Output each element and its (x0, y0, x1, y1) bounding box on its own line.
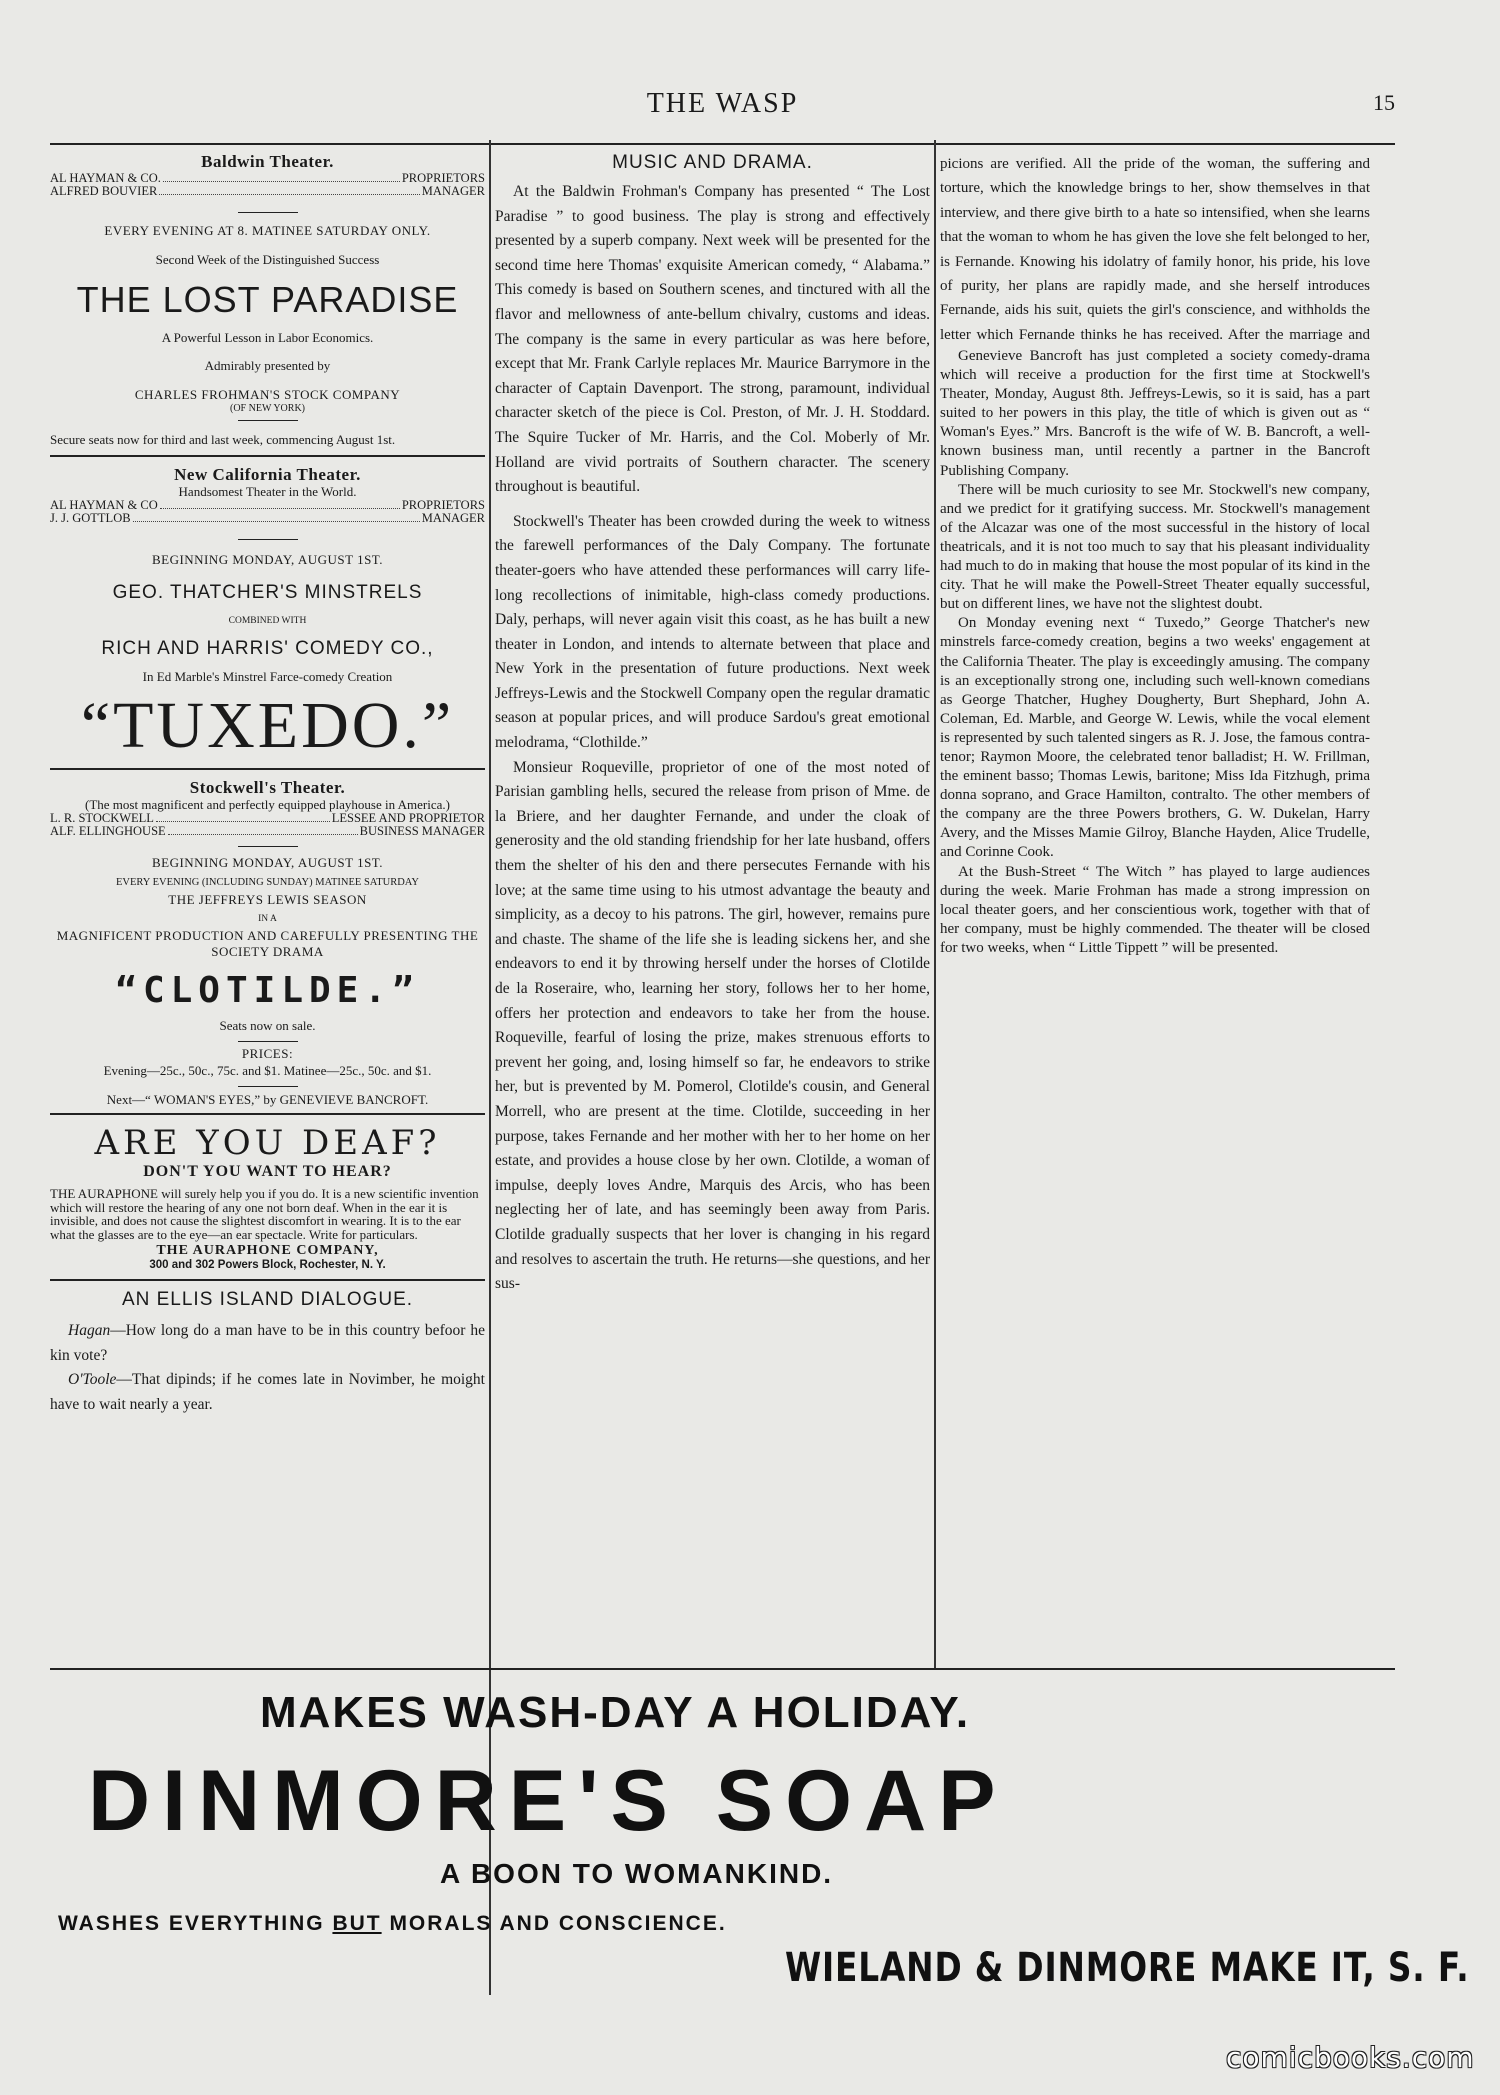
auraphone-ad (50, 1123, 485, 1271)
comedy-company: RICH AND HARRIS' COMEDY CO., (101, 638, 434, 659)
stockwell-theater-ad (50, 778, 485, 1107)
baldwin-theater-ad (50, 152, 485, 447)
divider (238, 846, 298, 847)
proprietor-role: PROPRIETORS (401, 498, 485, 512)
soap-ad-boon: A BOON TO WOMANKIND. (440, 1858, 834, 1889)
proprietor-role: PROPRIETORS (401, 171, 485, 185)
ellis-title: AN ELLIS ISLAND DIALOGUE. (121, 1289, 414, 1310)
paragraph: On Monday evening next “ Tuxedo,” George Thatcher's new minstrels farce-comedy creation, begins a two weeks' engagement at the California Theater. The play is exceedingly amusing. The company is an exceptionally strong one, including such well-known comedians as George Thatcher, Hughey Dougherty, Burt Shephard, John A. Coleman, Ed. Marble, and George W. Lewis, while the vocal element is represented by such talented singers as R. J. Jose, the famous contra-tenor; Raymon Moore, the celebrated tenor balladist; H. W. Frillman, the eminent basso; Thomas Lewis, baritone; Miss Ida Fitzhugh, prima donna soprano, and Grace Hamilton, contralto. The other members of the company are the three Powers brothers, G. W. Dukelan, Harry Avery, and the Misses Mamie Gilroy, Blanche Hayden, Alice Trudelle, and Corinne Cook. (940, 615, 1370, 861)
manager-role: MANAGER (421, 184, 485, 198)
dialogue-line-1 (50, 1319, 485, 1368)
season: THE JEFFREYS LEWIS SEASON (168, 892, 367, 907)
deaf-subtitle: DON'T YOU WANT TO HEAR? (143, 1163, 392, 1180)
deaf-body: THE AURAPHONE will surely help you if you do. It is a new scientific invention which will restore the hearing of any one not born deaf. When in the ear it is invisible, and does not cause the slightest discomfort in wearing. It is to the ear what the glasses are to the eye—an ear spectacle. Write for particulars. (50, 1186, 479, 1242)
page-header (50, 88, 1395, 128)
soap-ad-maker: WIELAND & DINMORE MAKE IT, S. F. (785, 1945, 1470, 1991)
manager-role: MANAGER (421, 511, 485, 525)
production-line: MAGNIFICENT PRODUCTION AND CAREFULLY PRESENTING THE SOCIETY DRAMA (56, 928, 479, 959)
creation-line: In Ed Marble's Minstrel Farce-comedy Creation (142, 669, 393, 684)
divider (238, 1041, 298, 1042)
line-otoole: —That dipinds; if he comes late in Novimber, he moight have to wait nearly a year. (50, 1371, 485, 1413)
washes-rest: MORALS AND CONSCIENCE. (381, 1912, 727, 1935)
combined-with: COMBINED WITH (228, 616, 307, 626)
music-drama-column (495, 152, 930, 1667)
soap-ad-brand: DINMORE'S SOAP (88, 1753, 1008, 1849)
tagline: (The most magnificent and perfectly equipped playhouse in America.) (85, 797, 450, 812)
paragraph: Monsieur Roqueville, proprietor of one of the most noted of Parisian gambling hells, secured the release from prison of Mme. de la Briere, and her daughter Fernande, and under the cloak of generosity and the old standing friendship for her late husband, offers them the shelter of his den and there persecutes Fernande with his love; at the same time using to his utmost advantage the beauty and simplicity, as a decoy to his patrons. The girl, however, remains pure and chaste. The shame of the life she is leading sickens her, and she endeavors to end it by throwing herself under the horses of Clotilde de la Roseraire, who, learning her story, follows her to her home, offers her protection and endeavors to take her from the house. Roqueville, fearful of losing the prize, makes strenuous efforts to prevent her going, and, losing himself so far, he endeavors to strike her, but is prevented by M. Pomerol, Clotilde's cousin, and General Morrell, who are present at the time. Clotilde, succeeding in her purpose, takes Fernande and her mother with her to her home on her estate, and provides a house close by her own. Clotilde, a woman of impulse, deeply loves Andre, Marquis des Arcis, who has been neglecting her of late, and has seemingly been away from Paris. Clotilde gradually suspects that her lover is changing in his regard and resolves to ascertain the truth. He returns—she questions, and her sus- (495, 758, 930, 1293)
section-rule (50, 1279, 485, 1281)
company-city: (OF NEW YORK) (230, 403, 305, 414)
section-rule (50, 1113, 485, 1115)
seats-note: Secure seats now for third and last week, commencing August 1st. (50, 432, 396, 447)
proprietor-name: AL HAYMAN & CO. (50, 171, 161, 185)
paragraph: At the Bush-Street “ The Witch ” has played to large audiences during the week. Marie Frohman has made a strong impression on local theater goers, and her conscientious work, together with that of her company, must be highly commended. The theater will be closed for two weeks, when “ Little Tippett ” will be presented. (940, 863, 1370, 956)
seats-note: Seats now on sale. (219, 1018, 316, 1033)
clotilde-title: “CLOTILDE.” (115, 970, 420, 1011)
section-rule (50, 768, 485, 770)
manager-name: J. J. GOTTLOB (50, 511, 131, 525)
play-title: THE LOST PARADISE (76, 279, 459, 320)
dialogue-line-2 (50, 1368, 485, 1417)
beginning: BEGINNING MONDAY, AUGUST 1ST. (151, 855, 384, 870)
manager-line (50, 825, 485, 838)
theater-name: Baldwin Theater. (201, 152, 334, 171)
deaf-title: ARE YOU DEAF? (94, 1123, 441, 1163)
paragraph: Genevieve Bancroft has just completed a society comedy-drama which will receive a production for the first time at Stockwell's Theater, Monday, August 8th. Jeffreys-Lewis, so it is said, has a part suited to her powers in this play, the title of which is given out as “ Woman's Eyes.” Mrs. Bancroft is the wife of W. B. Bancroft, a well-known business man, until recently a partner in the Bancroft Publishing Company. (940, 348, 1370, 479)
manager-line (50, 512, 485, 525)
manager-name: ALFRED BOUVIER (50, 184, 158, 198)
watermark: comicbooks.com (1226, 2041, 1475, 2074)
lessee-role: LESSEE AND PROPRIETOR (331, 811, 485, 825)
ad-rule (50, 1668, 1395, 1670)
manager-line (50, 185, 485, 198)
second-week: Second Week of the Distinguished Success (155, 252, 380, 267)
divider (238, 212, 298, 213)
company-name: CHARLES FROHMAN'S STOCK COMPANY (134, 387, 401, 402)
prices: Evening—25c., 50c., 75c. and $1. Matinee—25c., 50c. and $1. (103, 1063, 432, 1078)
header-rule (50, 143, 1395, 145)
next-play: Next—“ WOMAN'S EYES,” by GENEVIEVE BANCROFT. (106, 1092, 429, 1107)
divider (238, 539, 298, 540)
proprietor-name: AL HAYMAN & CO (50, 498, 158, 512)
schedule: EVERY EVENING (INCLUDING SUNDAY) MATINEE SATURDAY (115, 877, 420, 888)
paragraph: There will be much curiosity to see Mr. Stockwell's new company, and we predict for it gratifying success. Mr. Stockwell's management of the Alcazar was one of the most successful in the history of local theatricals, and it is not too much to say that his pleasant individuality had much to do in making that house the most popular of its kind in the city. That he will make the Powell-Street Theater equally successful, but on different lines, we have not the slightest doubt. (940, 481, 1370, 613)
speaker-hagan: Hagan (68, 1322, 111, 1339)
soap-ad-washes (58, 1912, 1403, 1936)
divider (238, 1086, 298, 1087)
paragraph: Stockwell's Theater has been crowded during the week to witness the farewell performances of the Daly Company. The fortunate theater-goers who have attended these performances will carry life-long recollections of inimitable, high-class comedy productions. Daly, perhaps, will never again visit this coast, as he has built a new theater in London, and intends to alternate between that place and New York in the presentation of future productions. Next week Jeffreys-Lewis and the Stockwell Company open the regular dramatic season at popular prices, and will produce Sardou's great emotional melodrama, “Clothilde.” (495, 512, 930, 752)
presented-by: Admirably presented by (204, 358, 331, 373)
column-divider (489, 140, 491, 1670)
ellis-island-dialogue (50, 1289, 485, 1417)
tuxedo-title: “TUXEDO.” (80, 689, 455, 762)
washes-but: BUT (332, 1912, 382, 1935)
paragraph: picions are verified. All the pride of the woman, the suffering and torture, which the knowledge brings to her, show themselves in that interview, and there give birth to a hate so intensified, when she learns that the woman to whom he has given the love she felt belonged to her, is Fernande. Knowing his idolatry of family honor, his pride, his love of purity, her plans are rapidly made, and she herself introduces Fernande, aids his suit, quiets the girl's conscience, and withholds the letter which Fernande thinks he has received. After the marriage and (940, 156, 1370, 343)
section-rule (50, 455, 485, 457)
auraphone-company: THE AURAPHONE COMPANY, (156, 1243, 379, 1258)
column-divider (934, 140, 936, 1670)
line-hagan: —How long do a man have to be in this country befoor he kin vote? (50, 1322, 485, 1364)
music-drama-continued-column (940, 152, 1370, 1667)
auraphone-address: 300 and 302 Powers Block, Rochester, N. Y. (149, 1259, 386, 1271)
tagline: A Powerful Lesson in Labor Economics. (161, 330, 374, 345)
schedule: EVERY EVENING AT 8. MATINEE SATURDAY ONLY. (104, 223, 431, 238)
masthead: THE WASP (646, 88, 799, 119)
soap-ad-headline: MAKES WASH-DAY A HOLIDAY. (260, 1688, 971, 1737)
manager-name: ALF. ELLINGHOUSE (50, 824, 166, 838)
theater-name: New California Theater. (174, 465, 361, 484)
lessee-name: L. R. STOCKWELL (50, 811, 154, 825)
california-theater-ad (50, 465, 485, 764)
washes-text: WASHES EVERYTHING (58, 1912, 333, 1935)
in-a: IN A (258, 914, 277, 924)
manager-role: BUSINESS MANAGER (359, 824, 485, 838)
tagline: Handsomest Theater in the World. (178, 484, 357, 499)
paragraph: At the Baldwin Frohman's Company has presented “ The Lost Paradise ” to good business. The play is strong and effectively presented by a superb company. Next week will be presented for the second time here Thomas' exquisite American comedy, “ Alabama.” This comedy is based on Southern scenes, and tinctured with all the flavor and mellowness of ante-bellum chivalry, customs and ideas. The company is the same in every particular as was here before, except that Mr. Frank Carlyle replaces Mr. Maurice Barrymore in the character of Captain Davenport. The strong, paramount, individual character sketch of the piece is Col. Preston, of Mr. J. H. Stoddard. The Squire Tucker of Mr. Harris, and the Col. Moberly of Mr. Holland are vivid portraits of Southern character. The scenery throughout is beautiful. (495, 183, 930, 496)
speaker-otoole: O'Toole (68, 1371, 117, 1388)
theater-name: Stockwell's Theater. (189, 778, 346, 797)
beginning: BEGINNING MONDAY, AUGUST 1ST. (151, 552, 384, 567)
prices-label: PRICES: (241, 1046, 294, 1061)
divider (238, 420, 298, 421)
page-number: 15 (1373, 90, 1395, 115)
minstrels-title: GEO. THATCHER'S MINSTRELS (112, 582, 423, 603)
music-drama-title: MUSIC AND DRAMA. (612, 152, 813, 173)
theater-ads-column (50, 152, 485, 1667)
